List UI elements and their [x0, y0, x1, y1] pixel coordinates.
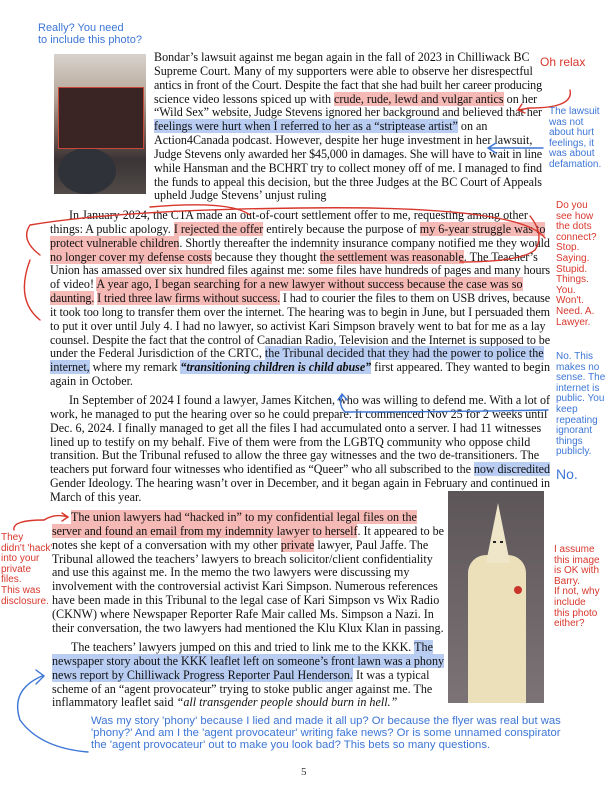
text-line	[50, 347, 544, 361]
text-line	[52, 641, 433, 655]
text-line	[50, 306, 550, 320]
text-span: Gender Ideology. The hearing wasn’t over in December, and it began again in February and continued in	[50, 476, 550, 491]
red-highlight: A year ago, I began searching for a new lawyer without success because the case was so	[96, 277, 523, 292]
comment-oh-relax: Oh relax	[540, 55, 586, 69]
text-line	[50, 278, 523, 292]
blue-highlight: newspaper story about the KKK leaflet left on someone’s front lawn was a phony	[52, 653, 444, 668]
blue-highlight: “transitioning children is child abuse”	[180, 360, 372, 375]
text-line	[52, 525, 444, 539]
text-line	[50, 292, 550, 306]
blue-highlight: feelings were hurt when I referred to her as a “striptease artist”	[154, 119, 458, 134]
text-line	[50, 394, 550, 408]
comment-line: The lawsuit	[549, 106, 600, 117]
eye-hole	[500, 541, 503, 543]
red-highlight: protect vulnerable children	[50, 235, 180, 250]
exercise-ball	[58, 148, 116, 194]
comment-line: Saying.	[556, 252, 590, 264]
comment-line: I assume	[554, 544, 595, 555]
text-line	[50, 264, 550, 278]
comment-line: Was my story 'phony' because I lied and made it all up? Or because the flyer was real but was	[91, 715, 561, 727]
text-span: transition. But the Tribunal refused to allow the three gay witnesses and the two de-transitioners. The	[50, 448, 540, 463]
text-span: teachers put forward four witnesses who identified as “Queer” who all subscribed to the	[50, 462, 474, 477]
text-line	[52, 511, 417, 525]
paragraph-kkk	[52, 641, 444, 710]
comment-line: didn't 'hack'	[1, 542, 53, 554]
text-line	[154, 93, 537, 107]
comment-line: the dots	[556, 221, 592, 233]
robe	[468, 555, 526, 703]
red-highlight: my 6-year struggle was to	[419, 221, 546, 236]
comment-line: Do you	[556, 200, 588, 211]
text-line	[50, 491, 141, 505]
text-span: “Wild Sex” website, Judge Stevens ignored her background and believed that her	[154, 105, 542, 120]
text-span: and use this against me. In the memo the two lawyers were discussing my	[52, 565, 410, 580]
comment-line: Need. A.	[556, 305, 595, 317]
text-span: Bondar’s lawsuit against me began again in the fall of 2023 in Chilliwack BC	[154, 50, 530, 64]
blue-highlight: now discredited	[473, 462, 550, 477]
text-span: March of this year.	[50, 489, 142, 504]
text-span: . It appeared to be	[357, 523, 444, 538]
comment-line: publicly.	[556, 446, 592, 458]
red-highlight: the settlement was reasonable	[319, 249, 464, 264]
comment-line: internet is	[556, 382, 600, 394]
blue-highlight: news report by Chilliwack Progress Reporter Paul Henderson.	[52, 667, 353, 682]
text-line	[154, 176, 542, 190]
text-line	[52, 539, 428, 553]
text-span: . The Teacher’s	[463, 249, 538, 264]
red-highlight: server and found an email from my indemnity lawyer to herself	[52, 523, 358, 538]
text-span: I had to courier the files to them on USB drives, because	[280, 291, 551, 306]
comment-line: Stop.	[556, 242, 580, 254]
comment-line: They	[1, 532, 24, 543]
text-span: The teachers’ lawyers jumped on this and tried to link me to the KKK.	[71, 640, 415, 654]
comment-line: If not, why	[554, 586, 600, 598]
comment-line: defamation.	[549, 158, 602, 170]
red-highlight: crude, rude, lewd and vulgar antics	[334, 91, 504, 106]
red-highlight: I tried three law firms without success.	[97, 291, 281, 306]
red-highlight: private	[280, 537, 315, 552]
comment-line: Lawyer.	[556, 316, 591, 328]
comment-line: about hurt	[549, 127, 595, 139]
blue-highlight: the Tribunal decided that they had the power to police the	[264, 346, 544, 361]
blue-highlight: The	[414, 640, 433, 654]
comment-line: You.	[556, 284, 576, 296]
text-span: while Hansman and the BCHRT try to collect money off of me. I managed to find	[154, 160, 542, 175]
text-line	[52, 594, 439, 608]
text-line	[52, 622, 444, 636]
comment-line: Stupid.	[556, 263, 588, 275]
comment-line: see how	[556, 210, 594, 222]
text-line	[50, 320, 546, 334]
text-span: first appeared. They wanted to begin	[371, 360, 550, 375]
comment-image	[554, 545, 600, 630]
comment-line: either?	[554, 618, 585, 630]
text-line	[50, 334, 550, 348]
text-line	[154, 120, 487, 134]
page-number: 5	[301, 766, 307, 778]
hood	[486, 503, 510, 563]
text-span: their conversation, the two lawyers had mentioned the Klu Klux Klan in passing.	[52, 620, 444, 635]
comment-line: sense. The	[556, 372, 606, 384]
arrow-hack-tail	[14, 520, 44, 530]
text-line	[154, 148, 542, 162]
comment-line: to include this photo?	[38, 34, 142, 46]
comment-line: things	[556, 435, 583, 447]
comment-no: No.	[556, 466, 578, 482]
text-span: Union has amassed over six hundred files against me: some files have hundreds of pages and many hours	[50, 263, 550, 278]
text-span: Supreme Court. Many of my supporters were able to observe her disrespectful	[154, 63, 533, 78]
text-span: have been made in this Tribunal to the legal case of Kari Simpson vs Wix Radio	[52, 593, 440, 608]
text-span: scheme of an “agent provocateur” trying to stoke public anger against me. The	[52, 681, 433, 696]
text-line	[50, 449, 539, 463]
comment-line: connect?	[556, 231, 597, 243]
comment-phony	[91, 715, 561, 752]
text-span: things: A public apology.	[50, 221, 174, 236]
text-span: again in October.	[50, 374, 133, 389]
comment-line: Barry.	[554, 575, 580, 587]
comment-line: 'phony?' And am I the 'agent provocateur' writing fake news? Or is some unnamed conspirator	[91, 727, 561, 740]
paragraph-union-lawyers	[52, 511, 444, 636]
comment-hack	[1, 532, 53, 607]
text-span: Tribunal allowed the teachers’ lawyers to breach solicitor/client confidentiality	[52, 551, 433, 566]
text-line	[50, 408, 547, 422]
comment-line: this image	[554, 554, 600, 566]
text-line	[50, 223, 545, 237]
text-span: counsel. Despite the fact that the control of Canadian Radio, Television and the Internet is supposed to be	[50, 332, 550, 347]
comment-line: ignorant	[556, 425, 593, 437]
comment-line: Really? You need	[38, 22, 124, 34]
text-line	[154, 162, 542, 176]
comment-dots	[556, 201, 597, 328]
text-span: work, he managed to put the hearing over so he could prepare. It commenced Nov 25 for 2 weeks until	[50, 406, 548, 421]
text-span: the funds to appeal this decision, but the three Judges at the BC Court of Appeals	[154, 174, 542, 189]
text-line	[52, 553, 433, 567]
comment-line: private	[1, 563, 32, 575]
paragraph-lawsuit	[154, 51, 542, 203]
text-span: In September of 2024 I found a lawyer, James Kitchen, who was willing to defend me. With a lot of	[69, 393, 550, 407]
text-line	[52, 608, 434, 622]
text-line	[52, 669, 430, 683]
censor-box	[58, 87, 144, 149]
text-span: Dec. 6, 2024. I finally managed to get all the files I had accumulated onto a server. I had 11 witnesses	[50, 420, 542, 435]
comment-line: the 'agent provocateur' out to make you look bad? This bets so many questions.	[91, 739, 491, 752]
text-span: because they thought	[211, 249, 320, 264]
comment-photo	[38, 22, 142, 46]
text-line	[50, 477, 550, 491]
text-span: “all transgender people should burn in hell.”	[176, 695, 398, 710]
text-line	[50, 361, 550, 375]
text-line	[154, 106, 542, 120]
text-span: . Shortly thereafter the indemnity insurance company notified me they would	[179, 235, 550, 250]
comment-line: was about	[549, 148, 595, 160]
text-line	[50, 237, 550, 251]
text-line	[50, 375, 133, 389]
red-highlight: no longer cover my defense costs	[50, 249, 212, 264]
comment-line: makes no	[556, 361, 600, 373]
text-span: In January 2024, the CTA made an out-of-court settlement offer to me, requesting among other	[69, 208, 528, 222]
text-span: lawyer, Paul Jaffe. The	[314, 537, 429, 552]
red-highlight: I rejected the offer	[173, 221, 264, 236]
text-line	[52, 580, 438, 594]
text-span: of video!	[50, 277, 97, 292]
text-span: entirely because the purpose of	[263, 221, 420, 236]
text-span: where my remark	[89, 360, 181, 375]
censored-photo	[54, 54, 146, 194]
text-span: science video lessons spiced up with	[154, 91, 335, 106]
text-line	[52, 566, 409, 580]
text-span: lined up to testify on my behalf. Five of them were from the LGBTQ community who oppose child	[50, 434, 531, 449]
comment-line: feelings, it	[549, 137, 595, 149]
emblem	[514, 586, 522, 594]
text-line	[154, 79, 542, 93]
text-line	[154, 134, 532, 148]
text-line	[50, 422, 541, 436]
eye-hole	[493, 541, 496, 543]
kkk-robe-photo	[448, 491, 544, 703]
paragraph-september	[50, 394, 550, 505]
comment-line: files.	[1, 574, 22, 586]
comment-line: Won't.	[556, 295, 584, 307]
blue-highlight: internet,	[50, 360, 90, 375]
text-span: Judge Stevens only awarded her $45,000 in damages. She will have to wait in line	[154, 146, 542, 161]
text-line	[154, 51, 530, 65]
red-highlight: The union lawyers had “hacked in” to my confidential legal files on the	[71, 510, 417, 524]
text-span: It was a typical	[352, 667, 430, 682]
comment-line: disclosure.	[1, 595, 49, 607]
text-span: on an	[457, 119, 488, 134]
text-span: under the Federal Jurisdiction of the CRTC,	[50, 346, 265, 361]
comment-line: include	[554, 596, 586, 608]
text-line	[50, 463, 550, 477]
text-span: Action4Canada podcast. However, despite her huge investment in her lawsuit,	[154, 133, 533, 148]
comment-line: this photo	[554, 607, 598, 619]
text-line	[50, 209, 528, 223]
comment-line: was not	[549, 116, 584, 128]
text-span: to put it over until July 4. I had no lawyer, so activist Kari Simpson bravely went to bat for me as a lay	[50, 318, 546, 333]
red-highlight: daunting.	[50, 291, 95, 306]
comment-line: No. This	[556, 351, 594, 362]
text-span: (CKNW) where Newspaper Reporter Rafe Mair called Ms. Simpson a Nazi. In	[52, 606, 434, 621]
text-span: on her	[503, 91, 538, 106]
text-span: it took too long to transfer them over the internet. The hearing was to begin in June, but I persuaded them	[50, 304, 550, 319]
text-line	[154, 189, 326, 203]
comment-line: This was	[1, 584, 41, 596]
comment-line: into your	[1, 553, 40, 565]
comment-line: keep	[556, 403, 578, 415]
text-line	[50, 251, 538, 265]
comment-line: Things.	[556, 274, 589, 286]
comment-line: repeating	[556, 414, 598, 426]
text-line	[52, 696, 397, 710]
text-span: involvement with the controversial activist Kari Simpson. Numerous references	[52, 579, 438, 594]
comment-lawsuit	[549, 107, 601, 171]
comment-internet	[556, 352, 605, 458]
text-line	[52, 655, 444, 669]
text-span: antics in front of the Court. Despite the fact that she had built her career producing	[154, 77, 542, 92]
comment-line: is OK with	[554, 565, 600, 577]
text-span: notes she kept of a conversation with my other	[52, 537, 281, 552]
text-span: inflammatory leaflet said	[52, 695, 177, 710]
text-line	[154, 65, 533, 79]
comment-line: public. You	[556, 393, 605, 405]
text-line	[50, 436, 530, 450]
text-span: upheld Judge Stevens’ unjust ruling	[154, 188, 327, 203]
paragraph-january	[50, 209, 550, 389]
text-line	[52, 683, 432, 697]
